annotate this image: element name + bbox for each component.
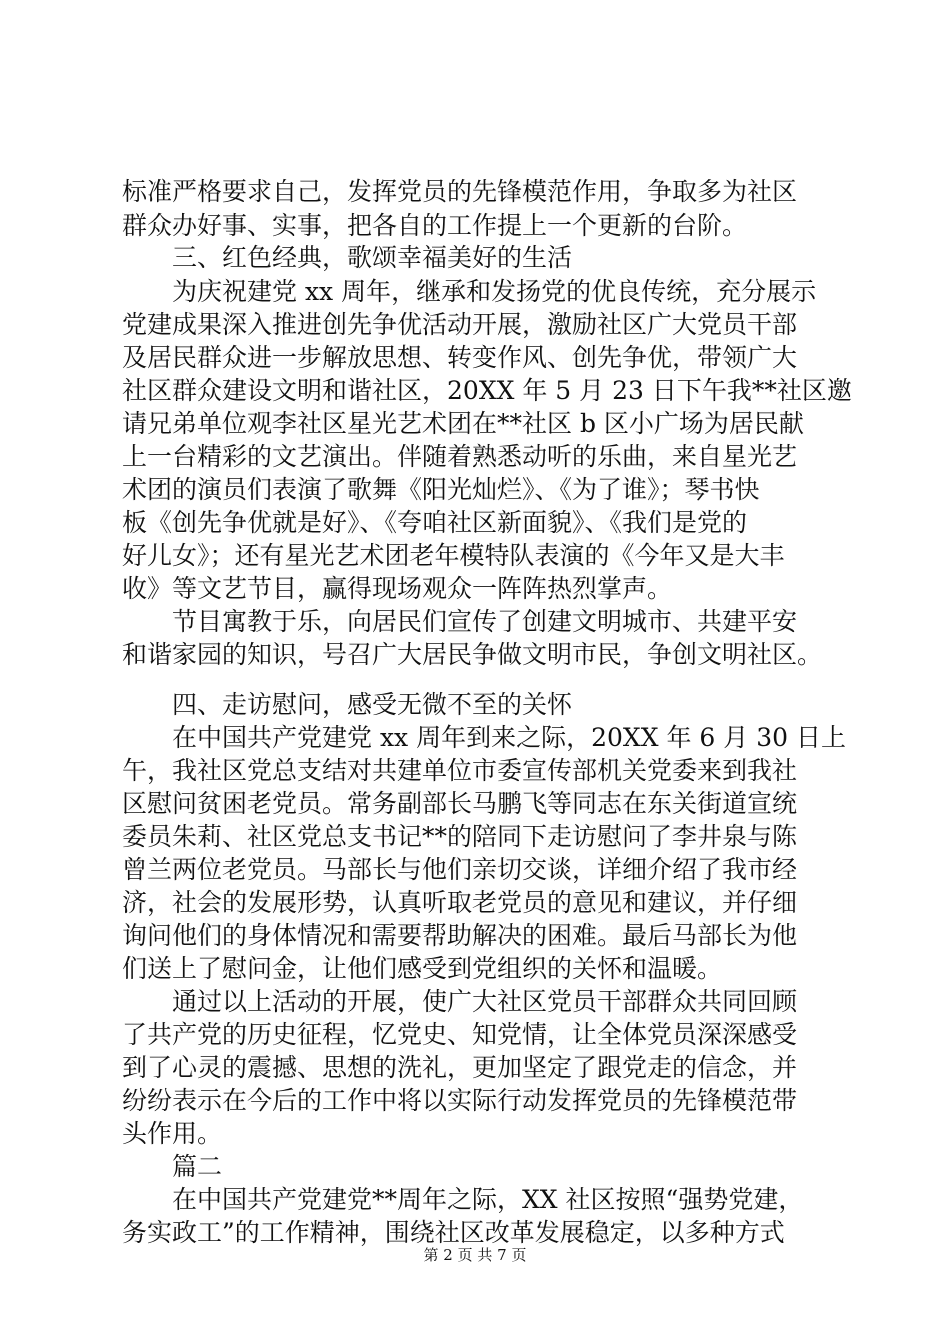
page-number-footer: 第 2 页 共 7 页 (423, 1246, 527, 1264)
text-line: 务实政工”的工作精神，围绕社区改革发展稳定，以多种方式 (122, 1218, 785, 1247)
text-line: 区慰问贫困老党员。常务副部长马鹏飞等同志在东关街道宣统 (122, 789, 798, 818)
text-line: 午，我社区党总支结对共建单位市委宣传部机关党委来到我社 (122, 756, 798, 785)
text-line: 们送上了慰问金，让他们感受到党组织的关怀和温暖。 (122, 954, 723, 983)
text-line: 了共产党的历史征程，忆党史、知党情，让全体党员深深感受 (122, 1020, 798, 1049)
text-line: 在中国共产党建党 xx 周年到来之际，20XX 年 6 月 30 日上 (172, 723, 846, 752)
section-heading: 篇二 (172, 1152, 223, 1181)
text-line: 纷纷表示在今后的工作中将以实际行动发挥党员的先锋模范带 (122, 1086, 798, 1115)
text-line: 收》等文艺节目，赢得现场观众一阵阵热烈掌声。 (122, 574, 673, 603)
text-line: 为庆祝建党 xx 周年，继承和发扬党的优良传统，充分展示 (172, 277, 817, 306)
text-line: 标准严格要求自己，发挥党员的先锋模范作用，争取多为社区 (122, 177, 798, 206)
text-line: 党建成果深入推进创先争优活动开展，激励社区广大党员干部 (122, 310, 798, 339)
text-line: 节目寓教于乐，向居民们宣传了创建文明城市、共建平安 (172, 607, 798, 636)
text-line: 委员朱莉、社区党总支书记**的陪同下走访慰问了李井泉与陈 (122, 822, 798, 851)
text-line: 通过以上活动的开展，使广大社区党员干部群众共同回顾 (172, 987, 798, 1016)
text-line: 板《创先争优就是好》、《夸咱社区新面貌》、《我们是党的 (122, 508, 748, 537)
text-line: 好儿女》；还有星光艺术团老年模特队表演的《今年又是大丰 (122, 541, 785, 570)
text-line: 在中国共产党建党**周年之际，XX 社区按照“强势党建， (172, 1185, 804, 1214)
text-line: 请兄弟单位观李社区星光艺术团在**社区 b 区小广场为居民献 (122, 409, 804, 438)
text-line: 济，社会的发展形势，认真听取老党员的意见和建议，并仔细 (122, 888, 798, 917)
text-line: 术团的演员们表演了歌舞《阳光灿烂》、《为了谁》；琴书快 (122, 475, 760, 504)
text-line: 头作用。 (122, 1119, 223, 1148)
text-line: 和谐家园的知识，号召广大居民争做文明市民，争创文明社区。 (122, 640, 823, 669)
text-line: 上一台精彩的文艺演出。伴随着熟悉动听的乐曲，来自星光艺 (122, 442, 798, 471)
text-line: 曾兰两位老党员。马部长与他们亲切交谈，详细介绍了我市经 (122, 855, 798, 884)
section-heading: 四、走访慰问，感受无微不至的关怀 (172, 690, 573, 719)
text-line: 到了心灵的震撼、思想的洗礼，更加坚定了跟党走的信念，并 (122, 1053, 798, 1082)
text-line: 及居民群众进一步解放思想、转变作风、创先争优，带领广大 (122, 343, 798, 372)
text-line: 询问他们的身体情况和需要帮助解决的困难。最后马部长为他 (122, 921, 798, 950)
text-line: 社区群众建设文明和谐社区，20XX 年 5 月 23 日下午我**社区邀 (122, 376, 852, 405)
text-line: 群众办好事、实事，把各自的工作提上一个更新的台阶。 (122, 211, 748, 240)
section-heading: 三、红色经典，歌颂幸福美好的生活 (172, 243, 573, 272)
